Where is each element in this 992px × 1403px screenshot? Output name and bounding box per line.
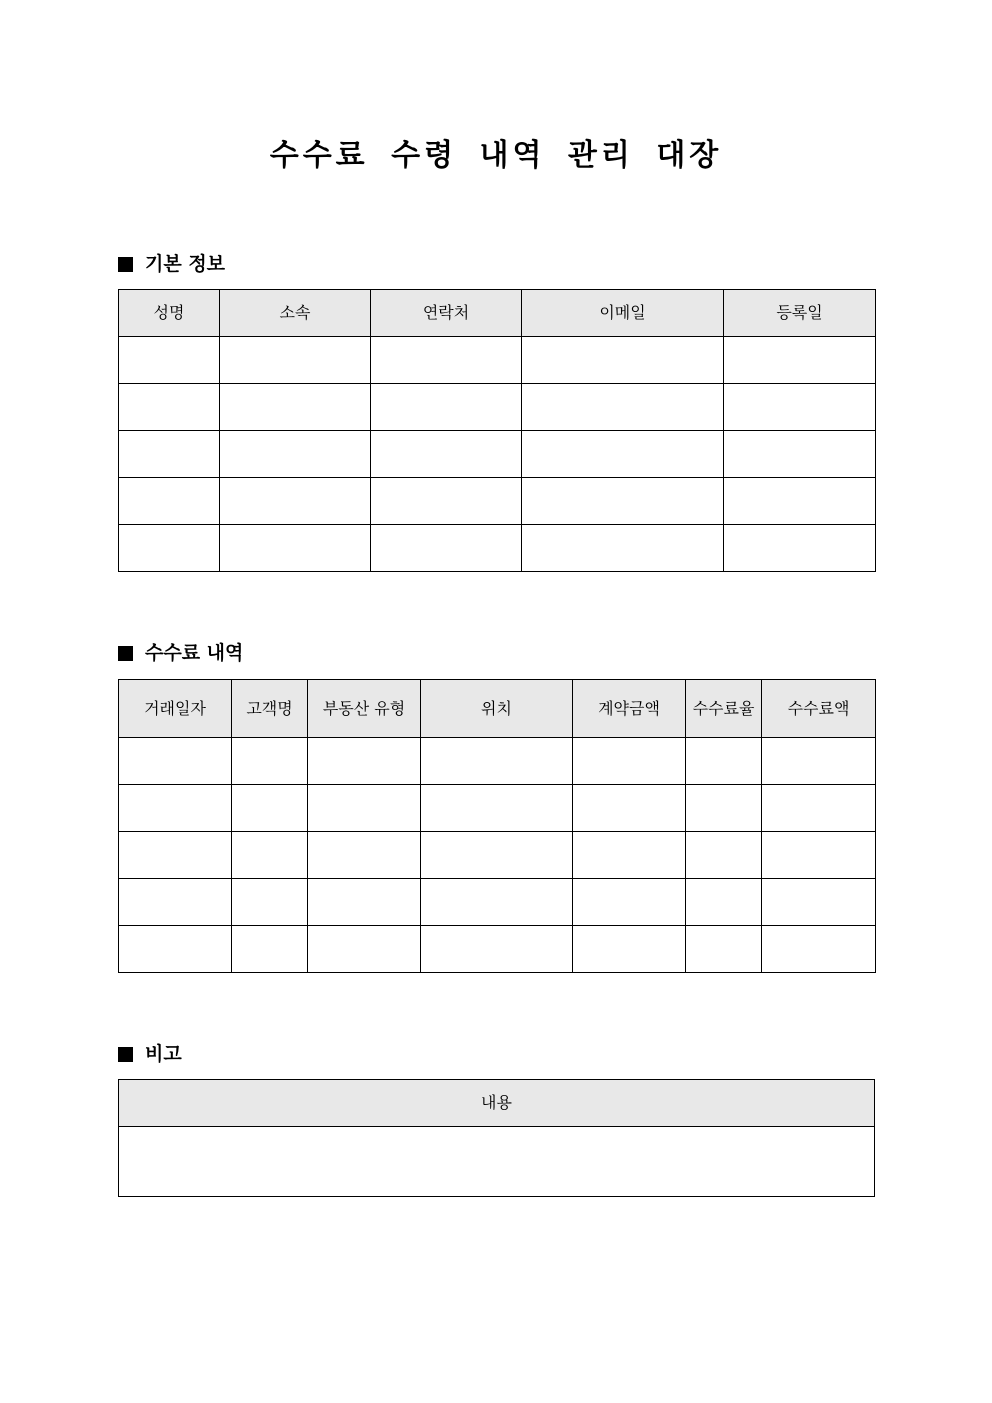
table-cell[interactable] bbox=[573, 738, 686, 785]
column-header-email: 이메일 bbox=[522, 290, 724, 337]
table-cell[interactable] bbox=[371, 337, 522, 384]
table-cell[interactable] bbox=[220, 525, 371, 572]
table-cell[interactable] bbox=[573, 832, 686, 879]
section-heading-basic bbox=[118, 251, 225, 277]
table-row bbox=[119, 478, 876, 525]
column-header-name: 성명 bbox=[119, 290, 220, 337]
fee-details-table bbox=[118, 679, 876, 973]
table-cell[interactable] bbox=[232, 785, 308, 832]
table-cell[interactable] bbox=[762, 738, 876, 785]
table-row bbox=[119, 431, 876, 478]
table-cell[interactable] bbox=[522, 337, 724, 384]
table-cell[interactable] bbox=[232, 738, 308, 785]
table-cell[interactable] bbox=[724, 337, 876, 384]
table-cell[interactable] bbox=[573, 785, 686, 832]
table-cell[interactable] bbox=[724, 431, 876, 478]
basic-info-table bbox=[118, 289, 876, 572]
column-header-fee-amount: 수수료액 bbox=[762, 680, 876, 738]
table-cell[interactable] bbox=[522, 525, 724, 572]
table-cell[interactable] bbox=[686, 926, 762, 973]
table-cell[interactable] bbox=[421, 926, 573, 973]
table-row bbox=[119, 525, 876, 572]
column-header-content: 내용 bbox=[119, 1080, 875, 1127]
table-cell[interactable] bbox=[724, 478, 876, 525]
table-cell[interactable] bbox=[119, 384, 220, 431]
table-cell[interactable] bbox=[724, 384, 876, 431]
table-cell[interactable] bbox=[119, 879, 232, 926]
table-cell[interactable] bbox=[686, 879, 762, 926]
section-heading-note-label: 비고 bbox=[145, 1043, 182, 1065]
square-bullet-icon bbox=[118, 257, 133, 272]
table-row bbox=[119, 926, 876, 973]
table-cell[interactable] bbox=[371, 478, 522, 525]
section-heading-basic-label: 기본 정보 bbox=[145, 253, 226, 275]
table-header-row bbox=[119, 1080, 875, 1127]
table-cell[interactable] bbox=[421, 879, 573, 926]
section-heading-fee bbox=[118, 640, 243, 666]
table-cell[interactable] bbox=[371, 384, 522, 431]
table-cell[interactable] bbox=[686, 785, 762, 832]
table-cell[interactable] bbox=[762, 832, 876, 879]
table-cell[interactable] bbox=[421, 785, 573, 832]
table-cell[interactable] bbox=[308, 832, 421, 879]
square-bullet-icon bbox=[118, 646, 133, 661]
table-cell[interactable] bbox=[371, 431, 522, 478]
remarks-table bbox=[118, 1079, 875, 1197]
table-cell[interactable] bbox=[232, 832, 308, 879]
column-header-property-type: 부동산 유형 bbox=[308, 680, 421, 738]
table-cell[interactable] bbox=[762, 926, 876, 973]
column-header-registration-date: 등록일 bbox=[724, 290, 876, 337]
table-cell[interactable] bbox=[232, 879, 308, 926]
section-heading-fee-label: 수수료 내역 bbox=[145, 642, 244, 664]
table-cell[interactable] bbox=[232, 926, 308, 973]
table-cell[interactable] bbox=[119, 832, 232, 879]
table-cell[interactable] bbox=[119, 478, 220, 525]
table-cell[interactable] bbox=[119, 525, 220, 572]
table-cell[interactable] bbox=[522, 431, 724, 478]
table-cell[interactable] bbox=[220, 431, 371, 478]
document-title: 수수료 수령 내역 관리 대장 bbox=[269, 138, 723, 173]
table-cell[interactable] bbox=[119, 926, 232, 973]
table-cell[interactable] bbox=[573, 879, 686, 926]
table-cell[interactable] bbox=[724, 525, 876, 572]
table-cell[interactable] bbox=[421, 738, 573, 785]
table-cell[interactable] bbox=[308, 738, 421, 785]
table-cell[interactable] bbox=[686, 738, 762, 785]
section-heading-note bbox=[118, 1041, 182, 1067]
table-row bbox=[119, 337, 876, 384]
table-cell[interactable] bbox=[371, 525, 522, 572]
column-header-affiliation: 소속 bbox=[220, 290, 371, 337]
table-cell[interactable] bbox=[686, 832, 762, 879]
table-cell[interactable] bbox=[308, 926, 421, 973]
table-cell[interactable] bbox=[522, 384, 724, 431]
table-header-row bbox=[119, 680, 876, 738]
column-header-location: 위치 bbox=[421, 680, 573, 738]
column-header-customer-name: 고객명 bbox=[232, 680, 308, 738]
table-header-row bbox=[119, 290, 876, 337]
table-row bbox=[119, 738, 876, 785]
square-bullet-icon bbox=[118, 1047, 133, 1062]
table-cell[interactable] bbox=[421, 832, 573, 879]
column-header-contract-amount: 계약금액 bbox=[573, 680, 686, 738]
table-cell[interactable] bbox=[308, 785, 421, 832]
table-row bbox=[119, 832, 876, 879]
table-row bbox=[119, 1127, 875, 1197]
column-header-transaction-date: 거래일자 bbox=[119, 680, 232, 738]
column-header-fee-rate: 수수료율 bbox=[686, 680, 762, 738]
table-row bbox=[119, 384, 876, 431]
table-cell[interactable] bbox=[119, 337, 220, 384]
table-cell[interactable] bbox=[220, 384, 371, 431]
table-cell[interactable] bbox=[220, 337, 371, 384]
column-header-contact: 연락처 bbox=[371, 290, 522, 337]
table-cell[interactable] bbox=[119, 785, 232, 832]
table-cell[interactable] bbox=[119, 431, 220, 478]
table-cell[interactable] bbox=[522, 478, 724, 525]
table-cell[interactable] bbox=[308, 879, 421, 926]
table-cell[interactable] bbox=[220, 478, 371, 525]
table-cell[interactable] bbox=[573, 926, 686, 973]
table-cell[interactable] bbox=[119, 738, 232, 785]
table-row bbox=[119, 879, 876, 926]
remarks-content-cell[interactable] bbox=[119, 1127, 875, 1197]
table-cell[interactable] bbox=[762, 785, 876, 832]
table-cell[interactable] bbox=[762, 879, 876, 926]
table-row bbox=[119, 785, 876, 832]
